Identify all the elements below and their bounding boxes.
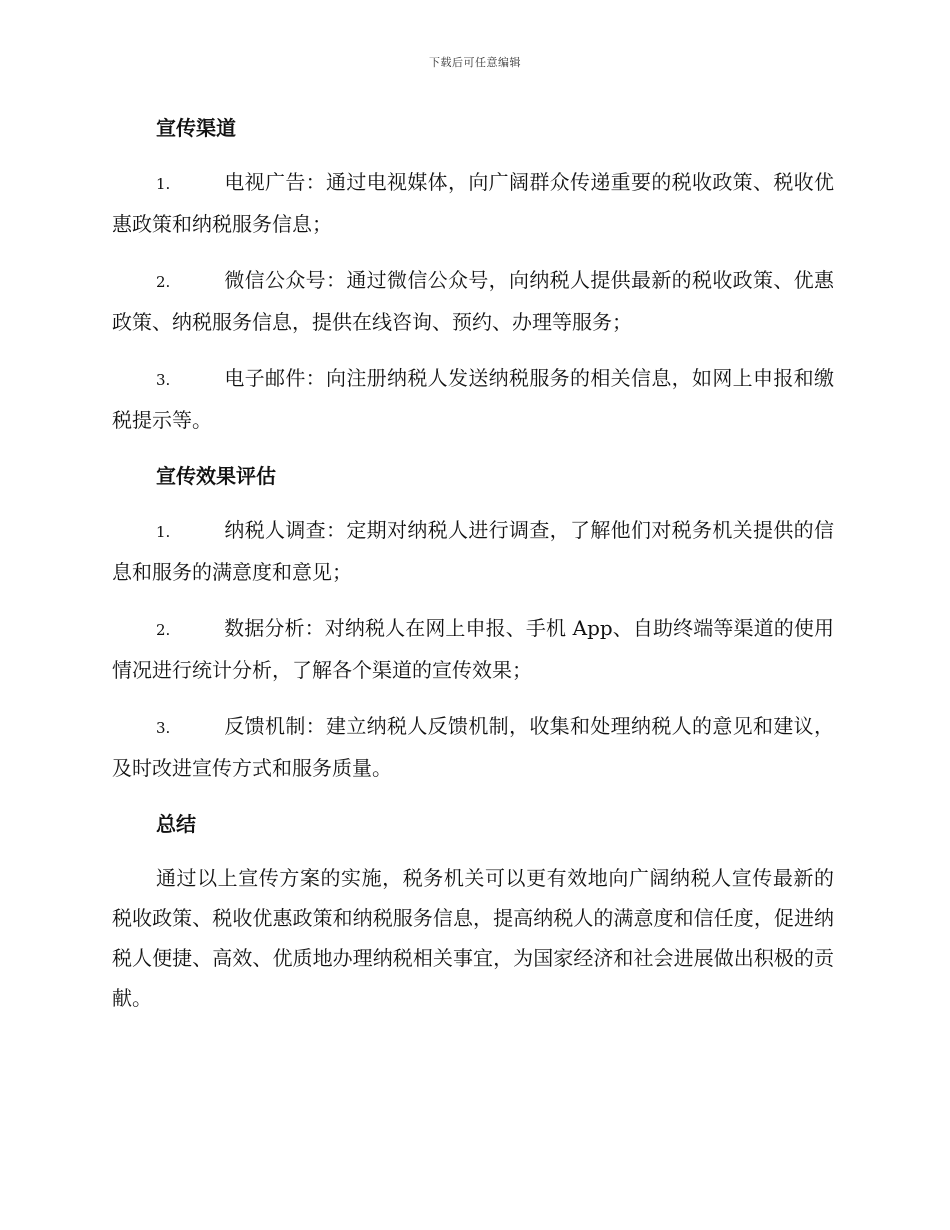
list-item xyxy=(112,706,834,788)
list-text: 数据分析：对纳税人在网上申报、手机 App、自助终端等渠道的使用情况进行统计分析，了解各个渠道的宣传效果； xyxy=(112,616,834,682)
list-text: 反馈机制：建立纳税人反馈机制，收集和处理纳税人的意见和建议，及时改进宣传方式和服务质量。 xyxy=(112,714,834,780)
list-number: 3. xyxy=(156,719,171,737)
section-heading-evaluation: 宣传效果评估 xyxy=(156,464,276,488)
section-heading-summary: 总结 xyxy=(156,812,196,836)
list-number: 2. xyxy=(156,273,171,291)
list-item xyxy=(112,162,834,244)
list-item xyxy=(112,510,834,592)
list-text: 微信公众号：通过微信公众号，向纳税人提供最新的税收政策、优惠政策、纳税服务信息，提供在线咨询、预约、办理等服务； xyxy=(112,268,834,334)
list-text: 电视广告：通过电视媒体，向广阔群众传递重要的税收政策、税收优惠政策和纳税服务信息； xyxy=(112,170,834,236)
list-number: 1. xyxy=(156,175,171,193)
list-number: 2. xyxy=(156,621,171,639)
section-heading-channels: 宣传渠道 xyxy=(156,116,236,140)
list-number: 3. xyxy=(156,371,171,389)
list-number: 1. xyxy=(156,523,171,541)
header-note: 下载后可任意编辑 xyxy=(429,56,521,69)
summary-paragraph: 通过以上宣传方案的实施，税务机关可以更有效地向广阔纳税人宣传最新的税收政策、税收优惠政策和纳税服务信息，提高纳税人的满意度和信任度，促进纳税人便捷、高效、优质地办理纳税相关事宜，为国家经济和社会进展做出积极的贡献。 xyxy=(112,866,834,1010)
list-item xyxy=(112,608,834,690)
document-body xyxy=(112,108,834,1018)
list-item xyxy=(112,358,834,440)
list-text: 纳税人调查：定期对纳税人进行调查，了解他们对税务机关提供的信息和服务的满意度和意见； xyxy=(112,518,834,584)
list-item xyxy=(112,260,834,342)
list-text: 电子邮件：向注册纳税人发送纳税服务的相关信息，如网上申报和缴税提示等。 xyxy=(112,366,834,432)
